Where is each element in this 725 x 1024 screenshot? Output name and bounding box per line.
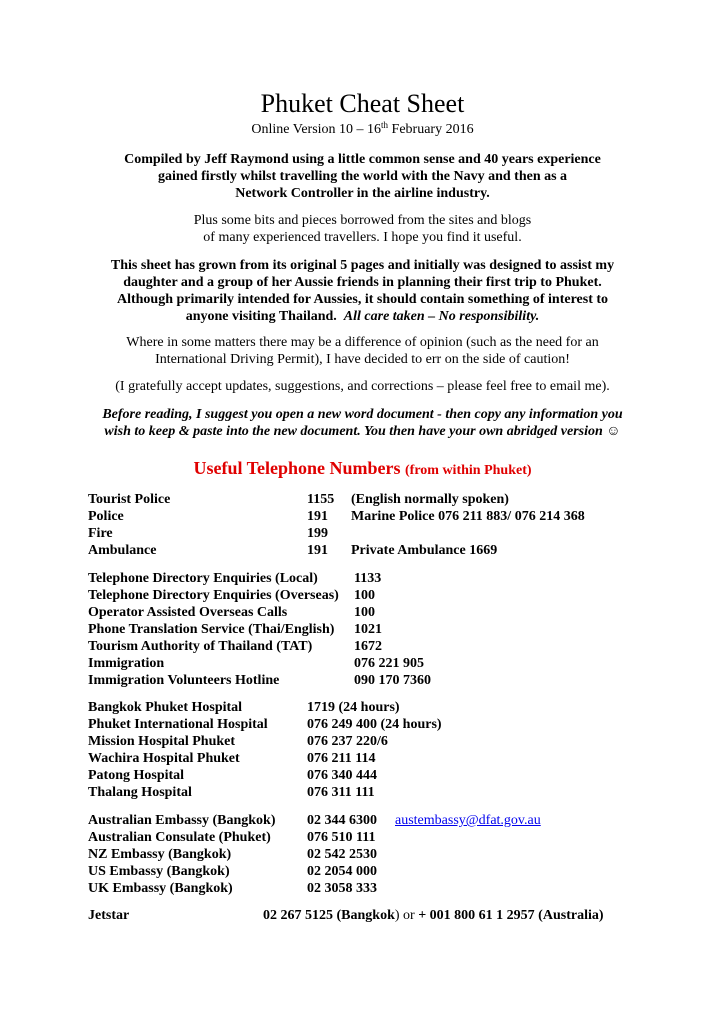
- phone-row-fire: [88, 525, 648, 542]
- version-prefix: Online Version 10 – 16: [251, 122, 382, 137]
- jetstar-australia-number: + 001 800 61 1 2957 (Australia): [418, 908, 604, 923]
- grown-line-3: Although primarily intended for Aussies, it should contain something of interest to: [116, 292, 609, 307]
- phone-number: 100: [354, 605, 375, 620]
- section-heading-note: (from within Phuket): [405, 463, 532, 478]
- phone-name: Tourism Authority of Thailand (TAT): [88, 639, 313, 654]
- phone-row-immigration-hotline: [88, 672, 648, 689]
- phone-extra: Private Ambulance 1669: [351, 543, 498, 558]
- phone-row-operator: [88, 604, 648, 621]
- phone-number: 076 237 220/6: [307, 734, 388, 749]
- phone-row-jetstar: [88, 907, 648, 924]
- phone-row-patong-hospital: [88, 767, 648, 784]
- section-heading-text: Useful Telephone Numbers: [193, 458, 401, 478]
- phone-row-phuket-international-hospital: [88, 716, 648, 733]
- version-sup: th: [381, 120, 389, 130]
- before-line-2: wish to keep & paste into the new document. You then have your own abridged version ☺: [104, 424, 621, 439]
- opinion-line-2: International Driving Permit), I have decided to err on the side of caution!: [155, 352, 570, 367]
- phone-number: 090 170 7360: [354, 673, 431, 688]
- phone-name: Mission Hospital Phuket: [88, 734, 236, 749]
- phone-row-bangkok-phuket-hospital: [88, 699, 648, 716]
- phone-name: Tourist Police: [88, 492, 171, 507]
- phone-row-immigration: [88, 655, 648, 672]
- phone-row-directory-local: [88, 570, 648, 587]
- phone-name: Ambulance: [88, 543, 157, 558]
- phone-name: Immigration: [88, 656, 165, 671]
- phone-row-nz-embassy: [88, 846, 648, 863]
- phone-number: 076 221 905: [354, 656, 424, 671]
- phone-name: UK Embassy (Bangkok): [88, 881, 233, 896]
- phone-row-us-embassy: [88, 863, 648, 880]
- phone-row-thalang-hospital: [88, 784, 648, 801]
- phone-number: 076 311 111: [307, 785, 375, 800]
- care-note: All care taken – No responsibility.: [343, 309, 540, 324]
- grown-line-4: [0, 308, 725, 325]
- phone-name: Phuket International Hospital: [88, 717, 268, 732]
- phone-name: US Embassy (Bangkok): [88, 864, 230, 879]
- phone-number: 02 542 2530: [307, 847, 377, 862]
- before-line-1: Before reading, I suggest you open a new word document - then copy any information you: [102, 407, 623, 422]
- phone-number: 100: [354, 588, 375, 603]
- grown-line-2: daughter and a group of her Aussie friends in planning their first trip to Phuket.: [123, 275, 602, 290]
- phone-extra: (English normally spoken): [351, 492, 509, 507]
- opinion-line-1: Where in some matters there may be a difference of opinion (such as the need for an: [126, 335, 599, 350]
- phone-row-translation: [88, 621, 648, 638]
- phone-number: 1719 (24 hours): [307, 700, 400, 715]
- jetstar-or: or: [399, 908, 419, 923]
- phone-number: 02 3058 333: [307, 881, 377, 896]
- phone-number: 1021: [354, 622, 382, 637]
- phone-row-wachira-hospital: [88, 750, 648, 767]
- phone-name: Bangkok Phuket Hospital: [88, 700, 243, 715]
- phone-number: 076 510 111: [307, 830, 376, 845]
- phone-number: 076 340 444: [307, 768, 377, 783]
- embassy-email-link[interactable]: austembassy@dfat.gov.au: [395, 813, 541, 828]
- phone-row-mission-hospital: [88, 733, 648, 750]
- version-line: [0, 121, 725, 139]
- phone-name: Phone Translation Service (Thai/English): [88, 622, 335, 637]
- phone-number: 1155: [307, 492, 335, 507]
- phone-name: Jetstar: [88, 908, 130, 923]
- phone-name: Immigration Volunteers Hotline: [88, 673, 280, 688]
- phone-row-police: [88, 508, 648, 525]
- phone-row-uk-embassy: [88, 880, 648, 897]
- jetstar-bangkok-number: 02 267 5125 (Bangkok: [263, 908, 395, 923]
- phone-name: Patong Hospital: [88, 768, 185, 783]
- phone-name: NZ Embassy (Bangkok): [88, 847, 232, 862]
- phone-row-tourist-police: [88, 491, 648, 508]
- plus-line-2: of many experienced travellers. I hope you find it useful.: [203, 230, 522, 245]
- section-heading: [0, 457, 725, 482]
- phone-row-australian-embassy: [88, 812, 648, 829]
- phone-number: 1133: [354, 571, 382, 586]
- grown-last: anyone visiting Thailand.: [185, 309, 337, 324]
- phone-number: 076 211 114: [307, 751, 376, 766]
- phone-number: 02 344 6300: [307, 813, 377, 828]
- phone-row-ambulance: [88, 542, 648, 559]
- phone-row-directory-overseas: [88, 587, 648, 604]
- plus-line-1: Plus some bits and pieces borrowed from the sites and blogs: [193, 213, 532, 228]
- phone-name: Thalang Hospital: [88, 785, 192, 800]
- compiled-line-1: Compiled by Jeff Raymond using a little common sense and 40 years experience: [124, 152, 601, 167]
- phone-name: Wachira Hospital Phuket: [88, 751, 240, 766]
- phone-name: Telephone Directory Enquiries (Overseas): [88, 588, 339, 603]
- phone-row-australian-consulate: [88, 829, 648, 846]
- phone-number: 199: [307, 526, 328, 541]
- phone-number: 191: [307, 509, 328, 524]
- phone-number: 076 249 400 (24 hours): [307, 717, 442, 732]
- phone-number: 1672: [354, 639, 382, 654]
- page-title: Phuket Cheat Sheet: [260, 89, 465, 118]
- jetstar-numbers: [263, 907, 604, 924]
- version-suffix: February 2016: [388, 122, 474, 137]
- phone-number: 02 2054 000: [307, 864, 377, 879]
- phone-name: Australian Embassy (Bangkok): [88, 813, 276, 828]
- compiled-line-3: Network Controller in the airline industry.: [235, 186, 490, 201]
- phone-name: Police: [88, 509, 124, 524]
- phone-number: 191: [307, 543, 328, 558]
- jetstar-paren: ): [394, 908, 400, 923]
- compiled-line-2: gained firstly whilst travelling the world with the Navy and then as a: [157, 169, 568, 184]
- grown-line-1: This sheet has grown from its original 5 pages and initially was designed to assist my: [110, 258, 615, 273]
- phone-name: Operator Assisted Overseas Calls: [88, 605, 288, 620]
- phone-name: Australian Consulate (Phuket): [88, 830, 271, 845]
- updates-line: (I gratefully accept updates, suggestions, and corrections – please feel free to email me).: [115, 379, 610, 394]
- phone-name: Telephone Directory Enquiries (Local): [88, 571, 318, 586]
- phone-row-tat: [88, 638, 648, 655]
- phone-name: Fire: [88, 526, 113, 541]
- phone-extra: Marine Police 076 211 883/ 076 214 368: [351, 509, 585, 524]
